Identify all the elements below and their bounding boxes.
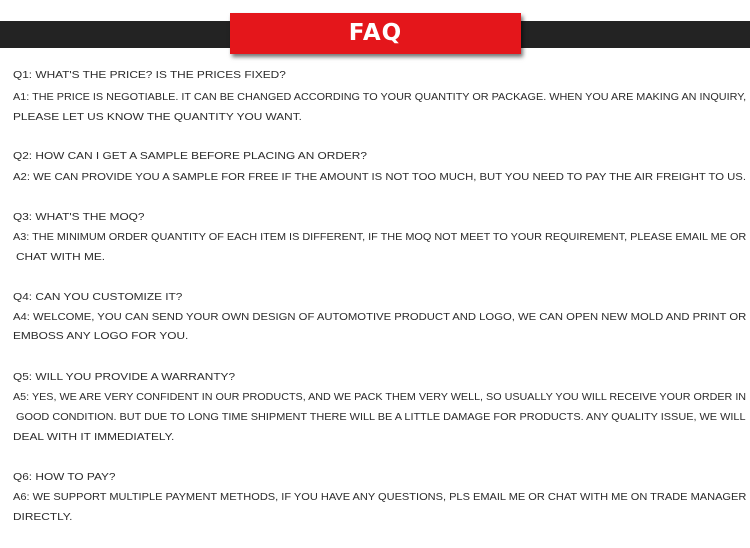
faq-question-1: Q1: WHAT'S THE PRICE? IS THE PRICES FIXED? [13, 70, 286, 81]
faq-question-5: Q5: WILL YOU PROVIDE A WARRANTY? [13, 372, 236, 383]
faq-answer-6-line-1: A6: WE SUPPORT MULTIPLE PAYMENT METHODS, IF YOU HAVE ANY QUESTIONS, PLS EMAIL ME OR CHAT WITH ME ON TRADE MANAGER [13, 492, 747, 503]
faq-answer-5-line-3: DEAL WITH IT IMMEDIATELY. [13, 432, 175, 443]
faq-question-6: Q6: HOW TO PAY? [13, 472, 116, 483]
faq-answer-5-line-2: GOOD CONDITION. BUT DUE TO LONG TIME SHIPMENT THERE WILL BE A LITTLE DAMAGE FOR PRODUCTS. ANY QUALITY ISSUE, WE WILL [16, 412, 746, 423]
faq-answer-3-line-2: CHAT WITH ME. [16, 252, 106, 263]
faq-question-4: Q4: CAN YOU CUSTOMIZE IT? [13, 292, 183, 303]
header-title-plate [230, 13, 521, 54]
faq-answer-4-line-2: EMBOSS ANY LOGO FOR YOU. [13, 331, 189, 342]
faq-answer-3-line-1: A3: THE MINIMUM ORDER QUANTITY OF EACH ITEM IS DIFFERENT, IF THE MOQ NOT MEET TO YOUR REQUIREMENT, PLEASE EMAIL ME OR [13, 232, 747, 243]
faq-answer-1-line-2: PLEASE LET US KNOW THE QUANTITY YOU WANT. [13, 112, 302, 123]
page-title: FAQ [348, 20, 403, 46]
faq-answer-4-line-1: A4: WELCOME, YOU CAN SEND YOUR OWN DESIGN OF AUTOMOTIVE PRODUCT AND LOGO, WE CAN OPEN NEW MOLD AND PRINT OR [13, 312, 747, 323]
faq-question-2: Q2: HOW CAN I GET A SAMPLE BEFORE PLACING AN ORDER? [13, 151, 367, 162]
faq-answer-2-line-1: A2: WE CAN PROVIDE YOU A SAMPLE FOR FREE IF THE AMOUNT IS NOT TOO MUCH, BUT YOU NEED TO PAY THE AIR FREIGHT TO US. [13, 172, 746, 183]
faq-answer-5-line-1: A5: YES, WE ARE VERY CONFIDENT IN OUR PRODUCTS, AND WE PACK THEM VERY WELL, SO USUALLY YOU WILL RECEIVE YOUR ORDER IN [13, 392, 747, 403]
faq-question-3: Q3: WHAT'S THE MOQ? [13, 212, 145, 223]
faq-answer-1-line-1: A1: THE PRICE IS NEGOTIABLE. IT CAN BE CHANGED ACCORDING TO YOUR QUANTITY OR PACKAGE. WHEN YOU ARE MAKING AN INQUIRY, [13, 92, 747, 103]
faq-answer-6-line-2: DIRECTLY. [13, 512, 73, 523]
